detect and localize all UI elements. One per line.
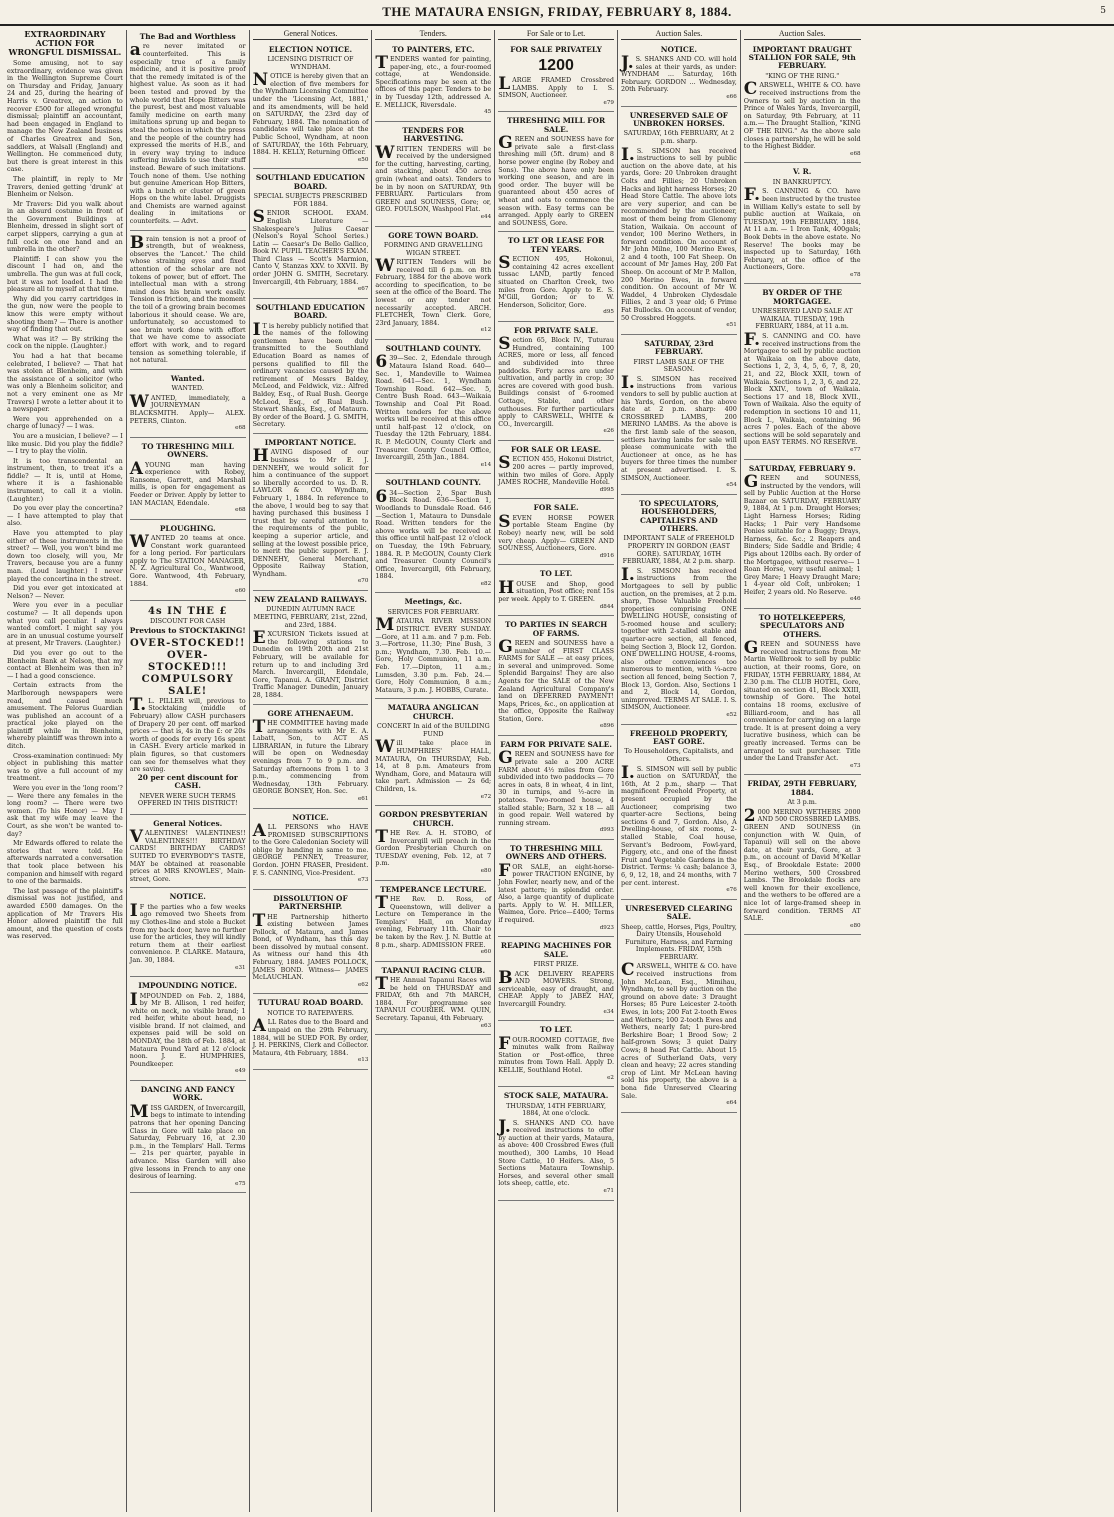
ad-code: e67 bbox=[357, 286, 369, 293]
ad-draught-stallion bbox=[744, 43, 861, 164]
ad-body: F.S. CANNING and CO. have received instructions from the Mortgagee to sell by public auction at Waikaia on the above date, Sections 1, 2, 3, 4, 5, 6, 7, 8, 20, 21, and 22, Block XXII, town of Waikaia. Sections 1, 2, 3, 6, and 22, Block XXIV., town of Waikaia. Sections 17 and 18, Block XVII., Town of Waikaia. Also the equity of redemption in sections 10 and 11, Block I., Waikaia, containing 96 acres 7 poles. Each of the above sections will be sold separately and upon EASY TERMS. NO RESERVE. bbox=[743, 330, 861, 447]
ad-athenaeum bbox=[253, 707, 369, 809]
ad-bankruptcy bbox=[744, 165, 861, 284]
ad-title: FOR SALE. bbox=[533, 503, 579, 513]
ad-title: ELECTION NOTICE. bbox=[268, 44, 353, 54]
ad-subtitle: To Householders, Capitalists, and Others. bbox=[624, 747, 734, 763]
ad-title: TO THRESHING MILL OWNERS. bbox=[141, 441, 234, 460]
ad-body: I.S. SIMSON will sell by public auction on SATURDAY, the 16th, At 2 p.m., sharp — That magnificent Freehold Property, at present occupied by the Auctioneer, comprising two quarter-acre Sections, being sections 6 and 7, Gordon. Also, A Dwelling-house, of six rooms, 2-stalled Stable, Coal house, Servant's Bedroom, Fowl-yard, Piggery, etc., and one of the finest Fruit and Vegetable Gardens in the District. Terms: ¼ cash; balance 3, 6, 9, 12, 18, and 24 months, with 7 per cent. interest. bbox=[620, 762, 737, 887]
notice-dancing bbox=[130, 1083, 246, 1193]
ad-body: HAVING disposed of our business to Mr E. J. DENNEHY, we would solicit for him a continuance of the support so liberally accorded to us. D. R. LAWLOR & CO. Wyndham, February 1, 1884. In reference to the above, I would beg to say that having purchased this business I trust that by careful attention to the requirements of the public, keeping a superior article, and selling at the lowest possible price, to merit the public support. E. J. DENNEHY, General Merchant, Opposite Railway Station, Wyndham. bbox=[252, 446, 369, 578]
promo-body: T.L. PILLER will, previous to Stocktaking (middle of February) allow CASH purchasers of Drapery 20 per cent. off marked prices — that is, 4s in the £: or 20s worth of goods for every 16s spent in CASH. Every article marked in plain figures, so that customers can see for themselves what they are saving. bbox=[129, 694, 246, 774]
ad-body: LARGE FRAMED Crossbred LAMBS. Apply to I. S. SIMSON, Auctioneer. bbox=[498, 74, 614, 100]
ad-body: THE Annual Tapanui Races will be held on THURSDAY and FRIDAY, 6th and 7th MARCH, 1884. For programme see TAPANUI COURIER. WM. QUIN, Secretary. Tapanui, 4th February. bbox=[375, 974, 492, 1023]
ad-clearing-sale bbox=[621, 902, 737, 1113]
ad-body: EXCURSION Tickets issued at the following stations to Dunedin on 19th 20th and 21st February, will be available for return up to and including 3rd March. Invercargill, Edendale, Gore, Tapanui. A. GRANT, District Traffic Manager. Dunedin, January 28, 1884. bbox=[252, 628, 369, 699]
ad-body: J.S. SHANKS AND CO. have received instructions to offer by auction at their yards, Mataura, as above: 400 Crossbred Ewes (full mouthed), 300 Lambs, 10 Head Store Cattle, 10 Heifers. Also, 5 Sections Mataura Township. Horses, and several other small lots sheep, cattle, etc. bbox=[498, 1116, 614, 1188]
ad-code: e70 bbox=[357, 578, 369, 585]
ad-body: GREEN and SOUNESS have for private sale a first-class threshing mill (5ft. drum) and 8 horse power engine (by Robey and Sons). The above have only been working one season, and are in good order. The buyer will be guaranteed about 450 acres of wheat and oats to commence the season with. Easy terms can be arranged. Apply early to GREEN and SOUNESS, Gore. bbox=[498, 133, 614, 227]
ad-code: e49 bbox=[235, 1068, 246, 1075]
ad-important-notice bbox=[253, 436, 369, 591]
ad-caledonian-notice bbox=[253, 811, 369, 890]
article-paragraph: Did you ever go out to the Blenheim Bank at Nelson, that my contact at Blenheim was then in? — I had a good conscience. bbox=[7, 648, 123, 680]
column-3 bbox=[250, 30, 373, 1512]
ad-subtitle: FIRST PRIZE. bbox=[533, 959, 579, 968]
ad-body: IF the parties who a few weeks ago removed two Sheets from my Clothes-line and stole a Bucket from my back door, have no further use for the articles, they will kindly return them at their earliest convenience. P. CLARKE. Mataura, Jan. 30, 1884. bbox=[129, 900, 246, 964]
ad-traction-engine bbox=[498, 842, 614, 937]
article-paragraph: Have you attempted to play either of these instruments in the street? — Well, you won't bind me down too closely, will you, Mr Travers, because you are a funny man. (Loud laughter.) I never played the concertina in the street. bbox=[7, 529, 123, 583]
notice-impounding bbox=[130, 979, 246, 1081]
masthead bbox=[0, 0, 1114, 26]
ad-code: e46 bbox=[850, 596, 861, 603]
ad-title: TO PARTIES IN SEARCH OF FARMS. bbox=[504, 620, 608, 638]
ad-title: FREEHOLD PROPERTY, EAST GORE. bbox=[629, 728, 728, 746]
ad-code: e68 bbox=[235, 425, 246, 432]
ad-title: TO HOTELKEEPERS, SPECULATORS AND OTHERS. bbox=[758, 613, 846, 639]
ad-code: e73 bbox=[850, 762, 861, 769]
ad-title: TO LET. bbox=[539, 569, 573, 579]
ad-body: I.S. SIMSON has received instructions from the Mortgagees to sell by public auction, on the premises, at 2 p.m. sharp, Those Valuable Freehold properties comprising ONE DWELLING HOUSE, consisting of 5-roomed house and scullery; together with 2-stalled stable and quarter-acre section, all fenced, being Section 3, Block 12, Gordon. ONE DWELLING HOUSE, 4-rooms, also other conveniences too numerous to mention, with ¼-acre section all fenced, being Section 7, Block 13, Gordon. Also, Sections 1 and 2, Block 14, Gordon, unimproved. TERMS AT SALE. I. S. SIMSON, Auctioneer. bbox=[620, 564, 737, 712]
ad-code: e78 bbox=[850, 271, 861, 278]
ad-sale-or-lease bbox=[498, 443, 614, 499]
ad-subtitle: FIRST LAMB SALE OF THE SEASON. bbox=[633, 357, 725, 374]
ad-freehold-east-gore bbox=[621, 727, 737, 900]
ad-dissolution bbox=[253, 892, 369, 995]
ad-speculators-sale bbox=[621, 497, 737, 725]
promo-never: NEVER WERE SUCH TERMS OFFERED IN THIS DISTRICT! bbox=[137, 791, 238, 808]
ad-services bbox=[375, 595, 491, 699]
ad-body: GREEN and SOUNESS, instructed by the vendors, will sell by Public Auction at the Horse Bazaar on SATURDAY, FEBRUARY 9, 1884, At 1 p.m. Draught Horses; Light Harness Horses; Riding Hacks; 1 Pair very Handsome Ponies suitable for a Buggy; Drays, Harness, &c. &c.; 2 Reapers and Binders; Side Saddle and Bridle; 4 Pigs about 120lbs each. By order of the Mortgagee, without reserve— 1 Roan Horse, very useful animal; 1 Grey Mare; 1 Heavy Draught Mare; 1 4-year old Colt, unbroken; 1 Heifer, 2 years old. No Reserve. bbox=[743, 471, 861, 596]
ad-subtitle: THURSDAY, 14TH FEBRUARY, 1884, At one o'clock. bbox=[506, 1101, 606, 1118]
ad-code: e61 bbox=[357, 795, 369, 802]
ad-body: SEVEN HORSE POWER portable Steam Engine (by Robey) nearly new, will be sold very cheap. Apply— GREEN AND SOUNESS, Auctioneers, Gore. bbox=[498, 511, 614, 553]
ad-code: e14 bbox=[480, 461, 492, 468]
ad-code: d995 bbox=[599, 486, 614, 493]
ad-title: SOUTHLAND EDUCATION BOARD. bbox=[255, 302, 366, 321]
column-heading: Tenders. bbox=[375, 30, 491, 40]
ad-tapanui-racing bbox=[375, 964, 491, 1036]
ad-title: SATURDAY, FEBRUARY 9. bbox=[748, 463, 856, 473]
ad-reaping-machines bbox=[498, 939, 614, 1021]
ad-code: d993 bbox=[599, 827, 614, 834]
ad-road-board bbox=[253, 996, 369, 1070]
ad-lamb-sale bbox=[621, 337, 737, 495]
ad-horse-bazaar bbox=[744, 462, 861, 610]
ad-title: IMPORTANT DRAUGHT STALLION FOR SALE, 9th FEBRUARY. bbox=[748, 44, 856, 71]
ad-gore-town-board bbox=[375, 229, 491, 341]
ad-body: 634—Section 2, Spar Bush Block Road. 636—Section 1, Woodlands to Dunsdale Road. 646—Section 1, Mataura to Dunsdale Road. Written tenders for the above works will be received at this office until half-past 12 o'clock on Tuesday, the 19th February, 1884. R. P. McGOUN, County Clerk and Treasurer. County Council's Office, Invercargill, 6th February, 1884. bbox=[375, 486, 492, 581]
ad-title: DANCING AND FANCY WORK. bbox=[140, 1085, 235, 1103]
ad-code: e75 bbox=[235, 1180, 246, 1187]
article-paragraph: Were you ever in a peculiar costume? — It all depends upon what you call peculiar. I always wanted comfort. I might say you are in an unusual costume yourself at present, Mr Travers. (Laughter.) bbox=[7, 601, 123, 648]
ad-education-subjects bbox=[253, 171, 369, 299]
ad-shanks-notice bbox=[621, 43, 737, 107]
ad-code: e80 bbox=[850, 922, 861, 929]
ad-subtitle: LICENSING DISTRICT OF WYNDHAM. bbox=[267, 55, 354, 71]
ad-title: THRESHING MILL FOR SALE. bbox=[507, 116, 606, 134]
ad-code: e26 bbox=[603, 428, 614, 435]
ad-code: d844 bbox=[599, 603, 614, 610]
article-paragraph: Mr Travers: Did you walk about in an absurd costume in front of the Government Buildings at Blenheim, dressed in slight sort of carpet slippers, carrying a gun at full cock on one hand and an umbrella in the other? bbox=[7, 199, 123, 254]
ad-subtitle: NOTICE TO RATEPAYERS. bbox=[267, 1008, 354, 1017]
ad-code: e68 bbox=[850, 150, 861, 157]
ad-subtitle: "KING OF THE RING." bbox=[765, 71, 840, 80]
ad-body: VALENTINES! VALENTINES!! VALENTINES!!! BIRTHDAY CARDS! BIRTHDAY CARDS! SUITED TO EVERYBODY'S TASTE, MAY be obtained at reasonable prices at MRS KNOWLES', Main-street, Gore. bbox=[129, 827, 246, 883]
ad-ploughing bbox=[130, 522, 246, 601]
ad-harvesting bbox=[375, 124, 491, 227]
promo-overstocked-2: OVER-STOCKED!!! bbox=[147, 649, 228, 673]
ad-temperance bbox=[375, 883, 491, 962]
ad-code: e2 bbox=[607, 1074, 614, 1081]
ad-body: I.S. SIMSON has received instructions to sell by public auction on the above date, at his yards, Gore: 20 Unbroken draught Colts and Fillies; 20 Unbroken Hacks and light harness Horses; 20 Head Store Cattle. The above lots are very superior, and can be recommended by the auctioneer, most of them being from Glenomy Station, Waikaia. On account of vendor, 100 Merino Wethers, in forward condition. On account of Mr John Milne, 100 Merino Ewes, 2 and 4 tooth, 100 Fat Sheep. On account of Mr James Hay, 200 Fat Sheep. On account of Mr P. Mallon, 200 Merino Ewes, in forward condition. On account of Mr W. Waddel, 4 Unbroken Clydesdale Fillies, 2 and 3 year old; 6 Prime Fat Bullocks. On account of vendor, 50 Crossbred Hoggets. bbox=[620, 144, 737, 322]
ad-hotelkeepers bbox=[744, 611, 861, 775]
ad-title: MATAURA ANGLICAN CHURCH. bbox=[387, 703, 479, 721]
ad-code: e896 bbox=[599, 723, 614, 730]
ad-title: TUTURAU ROAD BOARD. bbox=[257, 998, 364, 1008]
ad-title: GORE TOWN BOARD. bbox=[388, 230, 479, 240]
ad-code: e34 bbox=[603, 1008, 614, 1015]
ad-body: THE Partnership hitherto existing between James Pollock, of Mataura, and James Bond, of Wyndham, has this day been dissolved by mutual consent. As witness our hand this 4th February, 1884. JAMES POLLOCK, JAMES BOND. Witness— JAMES McLAUCHLAN. bbox=[252, 910, 369, 982]
article-paragraph: The last passage of the plaintiff's dismissal was not justified, and awarded £500 damages. On the application of Mr Travers His Honor allowed plaintiff the full amount, and the question of costs was reserved. bbox=[7, 886, 123, 941]
ad-title: FARM FOR PRIVATE SALE. bbox=[500, 740, 612, 750]
ad-title: Wanted. bbox=[170, 373, 205, 383]
ad-subtitle: IMPORTANT SALE of FREEHOLD PROPERTY IN GORDON (EAST GORE). SATURDAY, 16TH FEBRUARY, 1884, At 2 p.m. sharp. bbox=[622, 534, 736, 566]
ad-title: PLOUGHING. bbox=[159, 523, 216, 533]
ad-title: TAPANUI RACING CLUB. bbox=[381, 965, 486, 975]
ad-title: SATURDAY, 23rd FEBRUARY. bbox=[644, 338, 714, 357]
ad-body: SECTION 455, Hokonui District, 200 acres — partly improved, within two miles of Gore. Apply JAMES ROCHE, Mandeville Hotel. bbox=[498, 453, 614, 487]
ad-subtitle: WANTED. bbox=[171, 384, 204, 393]
ad-body: TENDERS wanted for painting, paper-ing, etc., a four-roomed cottage, at Wendonside. Specifications may be seen at the offices of this paper. Tenders to be in by Tuesday 12th, addressed A. E. MELLICK, Riversdale. bbox=[375, 53, 492, 109]
ad-title: FRIDAY, 29TH FEBRUARY, 1884. bbox=[747, 779, 857, 797]
ad-title: BY ORDER OF THE MORTGAGEE. bbox=[762, 288, 843, 306]
ad-unbroken-horses bbox=[621, 109, 737, 335]
article-paragraph: It is too transcendental an instrument, then, to treat it's a fiddle? — It is, until at Home, where it is a fashionable instrument, to call it a violin. (Laughter.) bbox=[7, 456, 123, 503]
article-paragraph: You are a musician, I believe? — I like music. Did you play the fiddle? — I try to play the violin. bbox=[7, 431, 123, 456]
ad-body: GREEN and SOUNESS have received instructions from Mr Martin Wellbrook to sell by public auction, at their rooms, Gore, on FRIDAY, 15TH FEBRUARY, 1884, At 2.30 p.m. The CLUB HOTEL, Gore, situated on section 41, Block XXIII, township of Gore. The hotel contains 18 rooms, exclusive of Billiard-room, and has all convenience for carrying on a large trade. It is at present doing a very lucrative business, which can be greatly increased. Terms can be arranged to suit purchaser. Title under the Land Transfer Act. bbox=[743, 638, 861, 763]
ad-body: ALL PERSONS who HAVE PROMISED SUBSCRIPTIONS to the Gore Caledonian Society will oblige by handing in same to me. GEORGE PENNEY, Treasurer, Gordon. JOHN FRASER, President. F. S. CANNING, Vice-President. bbox=[252, 820, 369, 877]
ad-subtitle: FORMING AND GRAVELLING WIGAN STREET. bbox=[383, 240, 483, 257]
ad-code: e62 bbox=[357, 981, 369, 988]
ad-hop-bitters bbox=[130, 30, 246, 231]
ad-code: d916 bbox=[599, 552, 614, 559]
ad-title: GORDON PRESBYTERIAN CHURCH. bbox=[379, 810, 488, 828]
ad-title: IMPOUNDING NOTICE. bbox=[138, 981, 237, 991]
column-heading: Auction Sales. bbox=[744, 30, 861, 40]
ad-body: AYOUNG man having experience with Robey, Ransome, Garrett, and Marshall mills, is open for engagement as Feeder or Driver. Apply by letter to IAN MACIAN, Edendale. bbox=[129, 458, 246, 507]
column-4 bbox=[372, 30, 495, 1512]
ad-big-number: 1200 bbox=[538, 57, 574, 74]
ad-merino-wethers bbox=[744, 777, 861, 935]
ad-body: CARSWELL, WHITE & CO. have received instructions from John McLean, Esq., Mimihau, Wyndham, to sell by auction on the ground on above date: 3 Draught Horses; 85 Pure Leicester 2-tooth Ewes, in lots; 200 Fat 2-tooth Ewes and Wethers; 100 2-tooth Ewes and Wethers, nearly fat; 1 pure-bred Berkshire Boar; 1 Brood Sow; 2 half-grown Sows; 3 quiet Dairy Cows; 8 head Fat Cattle. About 15 acres of Sutherland Oats, very clean and heavy; 22 acres standing crop of Lint. Mr McLean having sold his property, the above is a bona fide Unreserved Clearing Sale. bbox=[620, 960, 737, 1100]
ad-body: GREEN and SOUNESS have a number of FIRST CLASS FARMS for SALE — at easy prices, in several and unimproved. Some Splendid Bargains! They are also Agents for the SALE of the New Zealand Agricultural Company's land on DEFERRED PAYMENT! Maps, Prices, &c., on application at the office, Opposite the Railway Station, Gore. bbox=[498, 636, 614, 723]
ad-title: NOTICE. bbox=[292, 812, 329, 822]
ad-title: TO LET. bbox=[539, 1025, 573, 1035]
ad-body: THE COMMITTEE having made arrangements with Mr E. A. Labatt, Son, to ACT AS LIBRARIAN, in future the Library will be open on Wednesday evenings from 7 to 9 p.m. and Saturday afternoons from 1 to 3 p.m., commencing from Wednesday, 13th February. GEORGE BONSEY, Hon. Sec. bbox=[252, 717, 369, 796]
ad-code: e82 bbox=[480, 580, 492, 587]
promo-stocktaking: Previous to STOCKTAKING! bbox=[129, 626, 246, 636]
ad-body: WRITTEN Tenders will be received till 6 p.m. on 8th February, 1884 for the above work according to specification, to be seen at the office of the Board. The lowest or any tender not necessarily accepted. ARCH. FLETCHER, Town Clerk. Gore, 23rd January, 1884. bbox=[375, 256, 492, 327]
ad-body: Brain tension is not a proof of strength, but of weakness, observes the 'Lancet.' The child whose straining eyes and fixed attention of the scholar are not tokens of power, but of effort. The intellectual man with a strong mind does his brain work easily. Tension is friction, and the moment the toil of a growing brain becomes laborious it should cease. We are, unfortunately, so accustomed to see brain work done with effort that we have come to associate effort with work, and to regard tension as something tolerable, if not natural. bbox=[129, 232, 246, 365]
ad-title: TEMPERANCE LECTURE. bbox=[380, 884, 487, 894]
promo-headline: 4s IN THE £ bbox=[148, 605, 228, 617]
article-paragraph: Cross-examination continued: My object in publishing this matter was to give a full account of my treatment. bbox=[7, 751, 123, 783]
ad-body: BACK DELIVERY REAPERS AND MOWERS. Strong, serviceable, easy of draught, and CHEAP. Apply to JABEZ HAY, Invercargill Foundry. bbox=[498, 967, 614, 1008]
ad-title: UNRESERVED SALE OF UNBROKEN HORSES. bbox=[629, 110, 729, 128]
ad-body: NOTICE is hereby given that an election of five members for the Wyndham Licensing Committee under the 'Licensing Act, 1881,' and its amendments, will be held on SATURDAY, the 23rd day of February, 1884. The nomination of candidates will take place at the Public School, Wyndham, at noon of SATURDAY, the 16th February, 1884. H. KELLY, Returning Officer. bbox=[252, 70, 369, 157]
ad-house-to-let bbox=[498, 567, 614, 616]
ad-body: Section 65, Block IV., Tuturau Hundred, containing 100 ACRES, more or less, all fenced and subdivided into three paddocks. Forty acres are under cultivation, and partly in crop; 30 acres are covered with good bush. Buildings consist of 6-roomed Cottage, Stable, and other outhouses. For further particulars apply to CARSWELL, WHITE & CO., Invercargill. bbox=[498, 334, 614, 428]
ad-private-sale bbox=[498, 324, 614, 441]
article-wrongful-dismissal bbox=[7, 30, 123, 941]
ad-title: NOTICE. bbox=[660, 44, 697, 54]
ad-title: The Bad and Worthless bbox=[139, 32, 236, 41]
article-paragraph: What was it? — By striking the cock on the nipple. (Laughter.) bbox=[7, 334, 123, 351]
ad-code: e44 bbox=[480, 213, 492, 220]
ad-to-let-lease bbox=[498, 234, 614, 322]
notice-valentines bbox=[130, 817, 246, 889]
ad-southland-county-1 bbox=[375, 342, 491, 474]
ad-code: e12 bbox=[480, 327, 492, 334]
ad-anglican-concert bbox=[375, 701, 491, 806]
ad-code: e52 bbox=[726, 712, 737, 718]
ad-mortgagee-sale bbox=[744, 286, 861, 459]
ad-code: e79 bbox=[603, 99, 614, 106]
ad-title: FOR SALE OR LEASE. bbox=[511, 445, 602, 454]
ad-code: 45 bbox=[484, 109, 492, 116]
ad-subtitle: SPECIAL SUBJECTS PRESCRIBED FOR 1884. bbox=[253, 192, 368, 208]
promo-compulsory-sale: COMPULSORY SALE! bbox=[141, 673, 234, 697]
ad-code: e76 bbox=[726, 887, 737, 894]
ad-subtitle: Sheep, cattle, Horses, Pigs, Poultry, Dairy Utensils, Household Furniture, Harness, and Farming Implements. FRIDAY, 15th FEBRUARY. bbox=[621, 922, 737, 961]
ad-subtitle: SATURDAY, 16th FEBRUARY, At 2 p.m. sharp. bbox=[623, 129, 735, 145]
ad-stock-sale-mataura bbox=[498, 1089, 614, 1201]
column-heading: General Notices. bbox=[253, 30, 369, 40]
article-paragraph: Mr Edwards offered to relate the stories that were told. He afterwards narrated a conversation that took place between his companion and himself with regard to one of the barmaids. bbox=[7, 839, 123, 886]
ad-body: are never imitated or counterfeited. This is especially true of a family medicine, and it is positive proof that the remedy imitated is of the highest value. As soon as it had been tested and proved by the whole world that Hope Bitters was the purest, best and most valuable family medicine on earth many imitations sprung up and began to steal the notices in which the press and the people of the country had expressed the merits of H.B., and in every way trying to induce suffering invalids to use their stuff instead. Beware of such imitations. Touch none of them. Use nothing but genuine American Hop Bitters, with a bunch or cluster of green Hops on the white label. Druggists and Chemists are warned against dealing in imitations or counterfeits. — Advt. bbox=[129, 40, 246, 226]
ad-presbyterian bbox=[375, 808, 491, 880]
ad-body: 639—Sec. 2, Edendale through Mataura Island Road. 640—Sec. 1, Mandeville to Waimea Road. 641—Sec. 1, Wyndham Township Road. 642—Sec. 5, Centre Bush Road. 643—Waikaia Township and Coal Pit Road. Written tenders for the above works will be received at this office until half-past 12 o'clock, on Tuesday the 12th February, 1884. R. P. McGOUN, County Clerk and Treasurer. County Council Office, Invercargill, 25th Jan., 1884. bbox=[375, 352, 492, 462]
article-paragraph: Plaintiff: I can show you the discount I had on, and the umbrella. The gun was at full cock, but it was not loaded. I had the pleasure all to myself at that time. bbox=[7, 254, 123, 294]
ad-code: e71 bbox=[603, 1188, 614, 1195]
ad-code: e13 bbox=[357, 1057, 369, 1064]
ad-body: MISS GARDEN, of Invercargill, begs to intimate to intending patrons that her opening Dancing Class in Gore will take place on Saturday, February 16, at 2.30 p.m., in the Templars' Hall. Terms — 21s per quarter, payable in advance. Miss Garden will also give lessons in French to any one desirous of learning. bbox=[129, 1101, 246, 1181]
ad-body: IMPOUNDED on Feb. 2, 1884, by Mr B. Allison, 1 red heifer, white on neck, no visible brand; 1 red heifer, white about head, no visible brand. If not claimed, and expenses paid will be sold on MONDAY, the 18th of Feb. 1884, at Mataura Pound Yard at 12 o'clock noon. J. E. HUMPHRIES, Poundkeeper. bbox=[129, 989, 246, 1068]
ad-title: STOCK SALE, MATAURA. bbox=[503, 1091, 609, 1101]
ad-code: e51 bbox=[726, 322, 737, 329]
ad-farm-private-sale bbox=[498, 738, 614, 840]
ad-lambs-sale bbox=[498, 43, 614, 113]
page-number: 5 bbox=[1100, 6, 1106, 16]
ad-code: e77 bbox=[850, 446, 861, 453]
article-paragraph: Were you apprehended on a charge of lunacy? — I was. bbox=[7, 414, 123, 431]
ad-body: CARSWELL, WHITE & CO. have received instructions from the Owners to sell by auction in the Prince of Wales Yards, Invercargill, on Saturday, 9th February, at 11 a.m.— The Draught Stallion, "KING OF THE RING." As the above sale closes a partnership, he will be sold to the Highest Bidder. bbox=[743, 79, 861, 151]
ad-title: IMPORTANT NOTICE. bbox=[264, 437, 357, 447]
ad-stocktaking-discount bbox=[130, 603, 246, 815]
ad-body: FOUR-ROOMED COTTAGE, five minutes walk from Railway Station or Post-office, three minutes from Town Hall. Apply D. KELLIE, Southland Hotel. bbox=[498, 1033, 614, 1074]
ad-farms-search bbox=[498, 618, 614, 736]
promo-subline: DISCOUNT FOR CASH bbox=[149, 616, 226, 625]
ad-title: NOTICE. bbox=[169, 892, 206, 902]
ad-body: MATAURA RIVER MISSION DISTRICT. EVERY SUNDAY.—Gore, at 11 a.m. and 7 p.m. Feb. 3.—Fortrose, 11.30; Pine Bush, 3 p.m.; Wyndham, 7.30. Feb. 10.—Gore, Holy Communion, 11 a.m. Feb. 17.—Dipton, 11 a.m.; Lumsden, 3.30 p.m. Feb. 24.—Gore, Holy Communion, 8 a.m.; Mataura, 3 p.m. J. HOBBS, Curate. bbox=[375, 615, 492, 694]
ad-subtitle: At 3 p.m. bbox=[787, 798, 817, 807]
ad-body: IT is hereby publicly notified that the names of the following gentlemen have been duly transmitted to the Southland Education Board as names of persons qualified to fill the ordinary vacancies caused by the retirement of Messrs Baldey, McLeod, and Feldwick, viz.: Alfred Baldey, Esq., of Rual Bush. George McLeod, Esq., of Rual Bush. Stewart Shanks, Esq., of Mataura. By order of the Board. J. G. SMITH, Secretary. bbox=[252, 319, 369, 429]
ad-body: THE Rev. D. Ross, of Queenstown, will deliver a Lecture on Temperance in the Templars' Hall, on Monday evening, February 11th. Chair to be taken by the Rev. J. N. Buttle at 8 p.m., sharp. ADMISSION FREE. bbox=[375, 892, 492, 949]
ad-threshing-mill-sale bbox=[498, 114, 614, 232]
ad-body: F.S. CANNING & CO. have been instructed by the trustee in William Kelly's estate to sell by public auction at Waikaia, on TUESDAY, 19th FEBRUARY, 1884, At 11 a.m. — 1 Iron Tank, 400gals; Book Debts in the above estate. No Reserve! The books may be inspected up to Saturday, 16th February, at the office of the Auctioneers, Gore. bbox=[743, 185, 861, 272]
ad-code: e68 bbox=[235, 507, 246, 514]
article-title: EXTRAORDINARY ACTION FOR WRONGFUL DISMISSAL. bbox=[8, 30, 122, 57]
ad-code: e80 bbox=[480, 867, 492, 874]
article-paragraph: Do you ever play the concertina? — I have attempted to play that also. bbox=[7, 504, 123, 528]
ad-body: SENIOR SCHOOL EXAM. English Literature — Shakespeare's Julius Caesar (Nelson's Royal School Series.) Latin — Caesar's De Bello Gallico, Book IV. PUPIL TEACHER'S EXAM. Third Class — Scott's Marmion, Canto V, Stanzas XXV. to XXVII. By order JOHN G. SMITH, Secretary. Invercargill, 4th February, 1884. bbox=[252, 207, 369, 286]
column-5 bbox=[495, 30, 618, 1512]
column-7 bbox=[741, 30, 864, 1512]
ad-title: FOR SALE PRIVATELY bbox=[510, 44, 602, 54]
notice-stolen-sheets bbox=[130, 890, 246, 977]
ad-title: DISSOLUTION OF PARTNERSHIP. bbox=[273, 893, 348, 912]
ad-title: REAPING MACHINES FOR SALE. bbox=[500, 941, 612, 959]
ad-code: e60 bbox=[480, 949, 492, 956]
ad-brain-tension bbox=[130, 233, 246, 370]
ad-body: WANTED, immediately, a JOURNEYMAN BLACKSMITH. Apply— ALEX. PETERS, Clinton. bbox=[129, 391, 246, 425]
ad-body: Will take place in HUMPHRIES' HALL, MATAURA, On THURSDAY, Feb. 14, at 8 p.m. Amateurs from Wyndham, Gore, and Mataura will take part. Admission — 2s 6d; Children, 1s. bbox=[375, 737, 492, 793]
article-paragraph: You had a hat that became celebrated, I believe? — That hat was stolen at Blenheim, and with the assistance of a solicitor (who was only a Blenheim solicitor, and not a very eminent one as Mr Travers) I wrote a letter about it to a newspaper. bbox=[7, 351, 123, 414]
article-paragraph: The plaintiff, in reply to Mr Travers, denied getting 'drunk' at Blenheim or Nelson. bbox=[7, 174, 123, 199]
ad-body: ALL Rates due to the Board and unpaid on the 29th February, 1884, will be SUED FOR. By order, J. H. PERKINS, Clerk and Collector. Mataura, 4th February, 1884. bbox=[252, 1016, 369, 1057]
ad-code: e73 bbox=[357, 877, 369, 884]
ad-subtitle: SERVICES FOR FEBRUARY. bbox=[387, 607, 480, 616]
ad-code: e66 bbox=[726, 93, 737, 100]
ad-subtitle: UNRESERVED LAND SALE AT WAIKAIA. TUESDAY, 19th FEBRUARY, 1884, at 11 a.m. bbox=[751, 307, 853, 331]
ad-title: TENDERS FOR HARVESTING. bbox=[402, 125, 465, 144]
ad-title: UNRESERVED CLEARING SALE. bbox=[625, 903, 733, 922]
ad-code: e64 bbox=[726, 1100, 737, 1107]
ad-title: TO LET OR LEASE FOR TEN YEARS. bbox=[507, 236, 605, 254]
ad-code: e54 bbox=[726, 482, 737, 489]
ad-title: TO PAINTERS, ETC. bbox=[392, 44, 475, 54]
column-2 bbox=[127, 30, 250, 1512]
ad-body: FOR SALE, an eight-horse-power TRACTION ENGINE, by John Fowler, nearly new, and of the latest pattern; in splendid order. Also, a large quantity of duplicate parts. Apply to W. H. MILLER, Waimea, Gore. Price—£400; Terms if required. bbox=[498, 860, 614, 924]
ad-threshing-mill-owners bbox=[130, 440, 246, 520]
ad-body: 2000 MERINO WETHERS 2000 AND 500 CROSSBRED LAMBS. GREEN AND SOUNESS (in conjunction with W. Quin, of Tapanui) will sell on the above date, at their yards, Gore, at 3 p.m., on account of David M'Kellar Esq., of Brookdale Estate: 2000 Merino wethers, 500 Crossbred Lambs. The Brookdale flocks are well known for their excellence, and the wethers to be offered are a nice lot of large-framed sheep in forward condition. TERMS AT SALE. bbox=[743, 805, 861, 923]
ad-body: GREEN and SOUNESS have for private sale a 200 ACRE FARM about 4½ miles from Gore subdivided into two paddocks — 70 acres in oats, 8 in wheat, 4 in lint, 30 in turnips, and ½-acre in potatoes. Two-roomed house, 4 stalled stable; Barn, 32 x 18 — all in good repair. Well watered by running stream. bbox=[498, 748, 614, 827]
ad-title: Meetings, &c. bbox=[404, 597, 462, 607]
ad-title: GORE ATHENAEUM. bbox=[267, 708, 354, 718]
ad-body: THE Rev. A. H. STOBO, of Invercargill will preach in the Gordon Presbyterian Church on TUESDAY evening, Feb. 12, at 7 p.m. bbox=[375, 826, 492, 868]
ad-body: I.S. SIMSON has received instructions from various vendors to sell by public auction at his Yards, Gordon, on the above date at 2 p.m. sharp: 400 CROSSBRED LAMBS, 200 MERINO LAMBS. As the above is the first lamb sale of the season, settlers having lambs for sale will please communicate with the Auctioneer at once, as he has buyers for three times the number at present advertised. I. S. SIMSON, Auctioneer. bbox=[620, 372, 737, 482]
ad-wanted-blacksmith bbox=[130, 372, 246, 438]
ad-subtitle: DUNEDIN AUTUMN RACE MEETING, FEBRUARY, 21st, 22nd, and 23rd, 1884. bbox=[253, 605, 368, 629]
ad-education-board bbox=[253, 301, 369, 434]
article-paragraph: Why did you carry cartridges in the gun, now were the people to know this were empty without shooting them? — There is another way of finding that out. bbox=[7, 294, 123, 334]
article-paragraph: Were you ever in the 'long room'? — Were there any females in the long room? — There were two women. (To his Honor) — May I ask that my wife may leave the Court, as she won't be wanted to-day? bbox=[7, 784, 123, 838]
ad-code: e72 bbox=[480, 793, 492, 800]
column-heading: Auction Sales. bbox=[621, 30, 737, 40]
ad-title: General Notices. bbox=[153, 818, 223, 828]
ad-railways bbox=[253, 593, 369, 705]
ad-code: d923 bbox=[599, 924, 614, 931]
ad-code: d95 bbox=[603, 309, 614, 316]
promo-overstocked: OVER-STOCKED!! bbox=[129, 637, 246, 649]
ad-code: e50 bbox=[357, 156, 369, 163]
column-heading: For Sale or to Let. bbox=[498, 30, 614, 40]
article-paragraph: Some amusing, not to say extraordinary, evidence was given in the Wellington Supreme Court on Thursday and Friday, January 24 and 25, during the hearing of Harris v. Greatrex, an action to recover £500 for alleged wrongful dismissal; plaintiff an accountant, had been engaged in England to manage the New Zealand business of Charles Greatrex and Son, saddlers, at Walsall (England) and Wellington. He commenced duty, but there is great interest in this case. bbox=[7, 59, 123, 174]
column-1 bbox=[4, 30, 127, 1512]
ad-code: e31 bbox=[235, 964, 246, 971]
ad-painters bbox=[375, 43, 491, 122]
ad-title: NEW ZEALAND RAILWAYS. bbox=[254, 595, 367, 605]
ad-election-notice bbox=[253, 43, 369, 170]
ad-title: V. R. bbox=[793, 167, 812, 177]
promo-discount: 20 per cent discount for CASH. bbox=[137, 772, 238, 791]
ad-subtitle: CONCERT In aid of the BUILDING FUND bbox=[376, 722, 490, 738]
article-paragraph: Certain extracts from the Marlborough newspapers were read, and caused much amusement. The Pelorus Guardian was published an account of a practical joke played on the plaintiff while in Blenheim, whereby plaintiff was thrown into a ditch. bbox=[7, 681, 123, 751]
ad-title: TO THRESHING MILL OWNERS AND OTHERS. bbox=[505, 844, 607, 862]
ad-code: e60 bbox=[235, 588, 246, 595]
ad-title: FOR PRIVATE SALE. bbox=[513, 325, 599, 335]
ad-body: HOUSE and Shop, good situation, Post office; rent 15s per week. Apply to T. GREEN. bbox=[498, 577, 614, 603]
columns bbox=[4, 30, 1110, 1512]
ad-body: J.S. SHANKS AND CO. will hold sales at their yards, as under: WYNDHAM ... Saturday, 16th February. GORDON ... Wednesday, 20th February. bbox=[620, 53, 737, 94]
ad-body: WRITTEN TENDERS will be received by the undersigned for the cutting, harvesting, carting, and stacking, about 450 acres grain (wheat and oats). Tenders to be in by noon on SATURDAY, 9th FEBRUARY. Particulars from GREEN and SOUNESS, Gore; or, GEO. FOULSON, Washpool Flat. bbox=[375, 142, 492, 214]
ad-subtitle: IN BANKRUPTCY. bbox=[772, 177, 832, 186]
column-6 bbox=[618, 30, 741, 1512]
ad-title: SOUTHLAND COUNTY. bbox=[385, 478, 481, 488]
newspaper-title: THE MATAURA ENSIGN, FRIDAY, FEBRUARY 8, 1884. bbox=[382, 4, 732, 19]
ad-title: SOUTHLAND COUNTY. bbox=[385, 344, 481, 354]
ad-code: e63 bbox=[480, 1022, 492, 1029]
ad-cottage-to-let bbox=[498, 1023, 614, 1087]
ad-steam-engine bbox=[498, 501, 614, 565]
ad-body: SECTION 495, Hokonui, containing 42 acres excellent tussac LAND, partly fenced situated on Charlton Creek, two miles from Gore. Apply to E. S. M'Gill, Gordon; or to W. Henderson, Solicitor, Gore. bbox=[498, 253, 614, 309]
ad-title: SOUTHLAND EDUCATION BOARD. bbox=[255, 173, 366, 191]
article-paragraph: Did you ever get intoxicated at Nelson? — Never. bbox=[7, 584, 123, 600]
ad-title: TO SPECULATORS, HOUSEHOLDERS, CAPITALISTS AND OTHERS. bbox=[639, 498, 719, 533]
ad-southland-county-2 bbox=[375, 476, 491, 593]
ad-body: WANTED 20 teams at once. Constant work guaranteed for a long period. For particulars apply to The STATION MANAGER, N. Z. Agricultural Co., Wantwood, Gore. Wantwood, 4th February, 1884. bbox=[129, 532, 246, 588]
